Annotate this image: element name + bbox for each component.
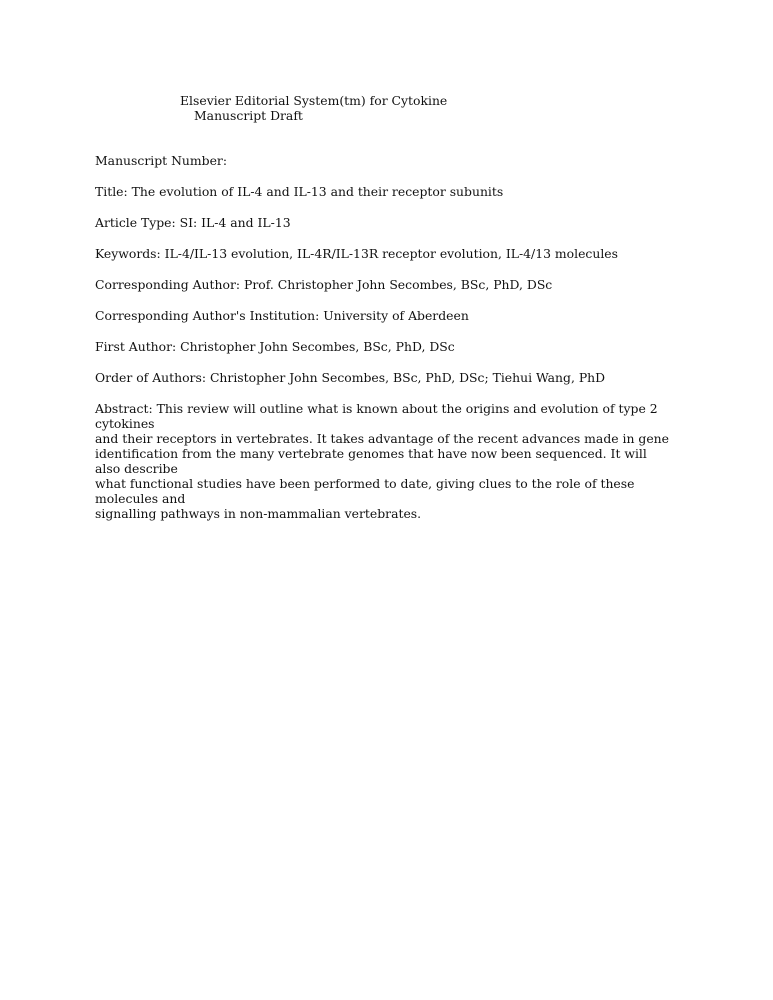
editorial-system-line: Elsevier Editorial System(tm) for Cytokine [180,93,448,108]
abstract-line: and their receptors in vertebrates. It takes advantage of the recent advances made in gene [95,431,669,446]
order-of-authors-label: Order of Authors: [95,370,206,385]
abstract-line: identification from the many vertebrate genomes that have now been sequenced. It will also describe [95,446,647,476]
keywords-label: Keywords: [95,246,161,261]
first-author-label: First Author: [95,339,177,354]
title-field [95,184,675,199]
abstract-line: This review will outline what is known about the origins and evolution of type 2 cytokines [95,401,658,431]
first-author-field [95,339,675,354]
abstract-label: Abstract: [95,401,153,416]
institution-label: Corresponding Author's Institution: [95,308,320,323]
manuscript-number-label: Manuscript Number: [95,153,228,168]
article-type-value: SI: IL-4 and IL-13 [179,215,291,230]
manuscript-number-field [95,153,675,168]
keywords-field [95,246,675,261]
abstract-line: signalling pathways in non-mammalian vertebrates. [95,506,422,521]
corresponding-author-field [95,277,675,292]
order-of-authors-value: Christopher John Secombes, BSc, PhD, DSc; Tiehui Wang, PhD [209,370,606,385]
institution-field [95,308,675,323]
document-header [180,93,580,123]
corresponding-author-value: Prof. Christopher John Secombes, BSc, PhD, DSc [244,277,553,292]
abstract-field [95,401,675,521]
manuscript-details [95,153,675,537]
article-type-field [95,215,675,230]
title-label: Title: [95,184,128,199]
manuscript-draft-line: Manuscript Draft [194,108,303,123]
order-of-authors-field [95,370,675,385]
title-value: The evolution of IL-4 and IL-13 and their receptor subunits [131,184,504,199]
first-author-value: Christopher John Secombes, BSc, PhD, DSc [180,339,455,354]
article-type-label: Article Type: [95,215,176,230]
corresponding-author-label: Corresponding Author: [95,277,241,292]
institution-value: University of Aberdeen [323,308,469,323]
keywords-value: IL-4/IL-13 evolution, IL-4R/IL-13R receptor evolution, IL-4/13 molecules [164,246,618,261]
abstract-line: what functional studies have been performed to date, giving clues to the role of these molecules and [95,476,635,506]
